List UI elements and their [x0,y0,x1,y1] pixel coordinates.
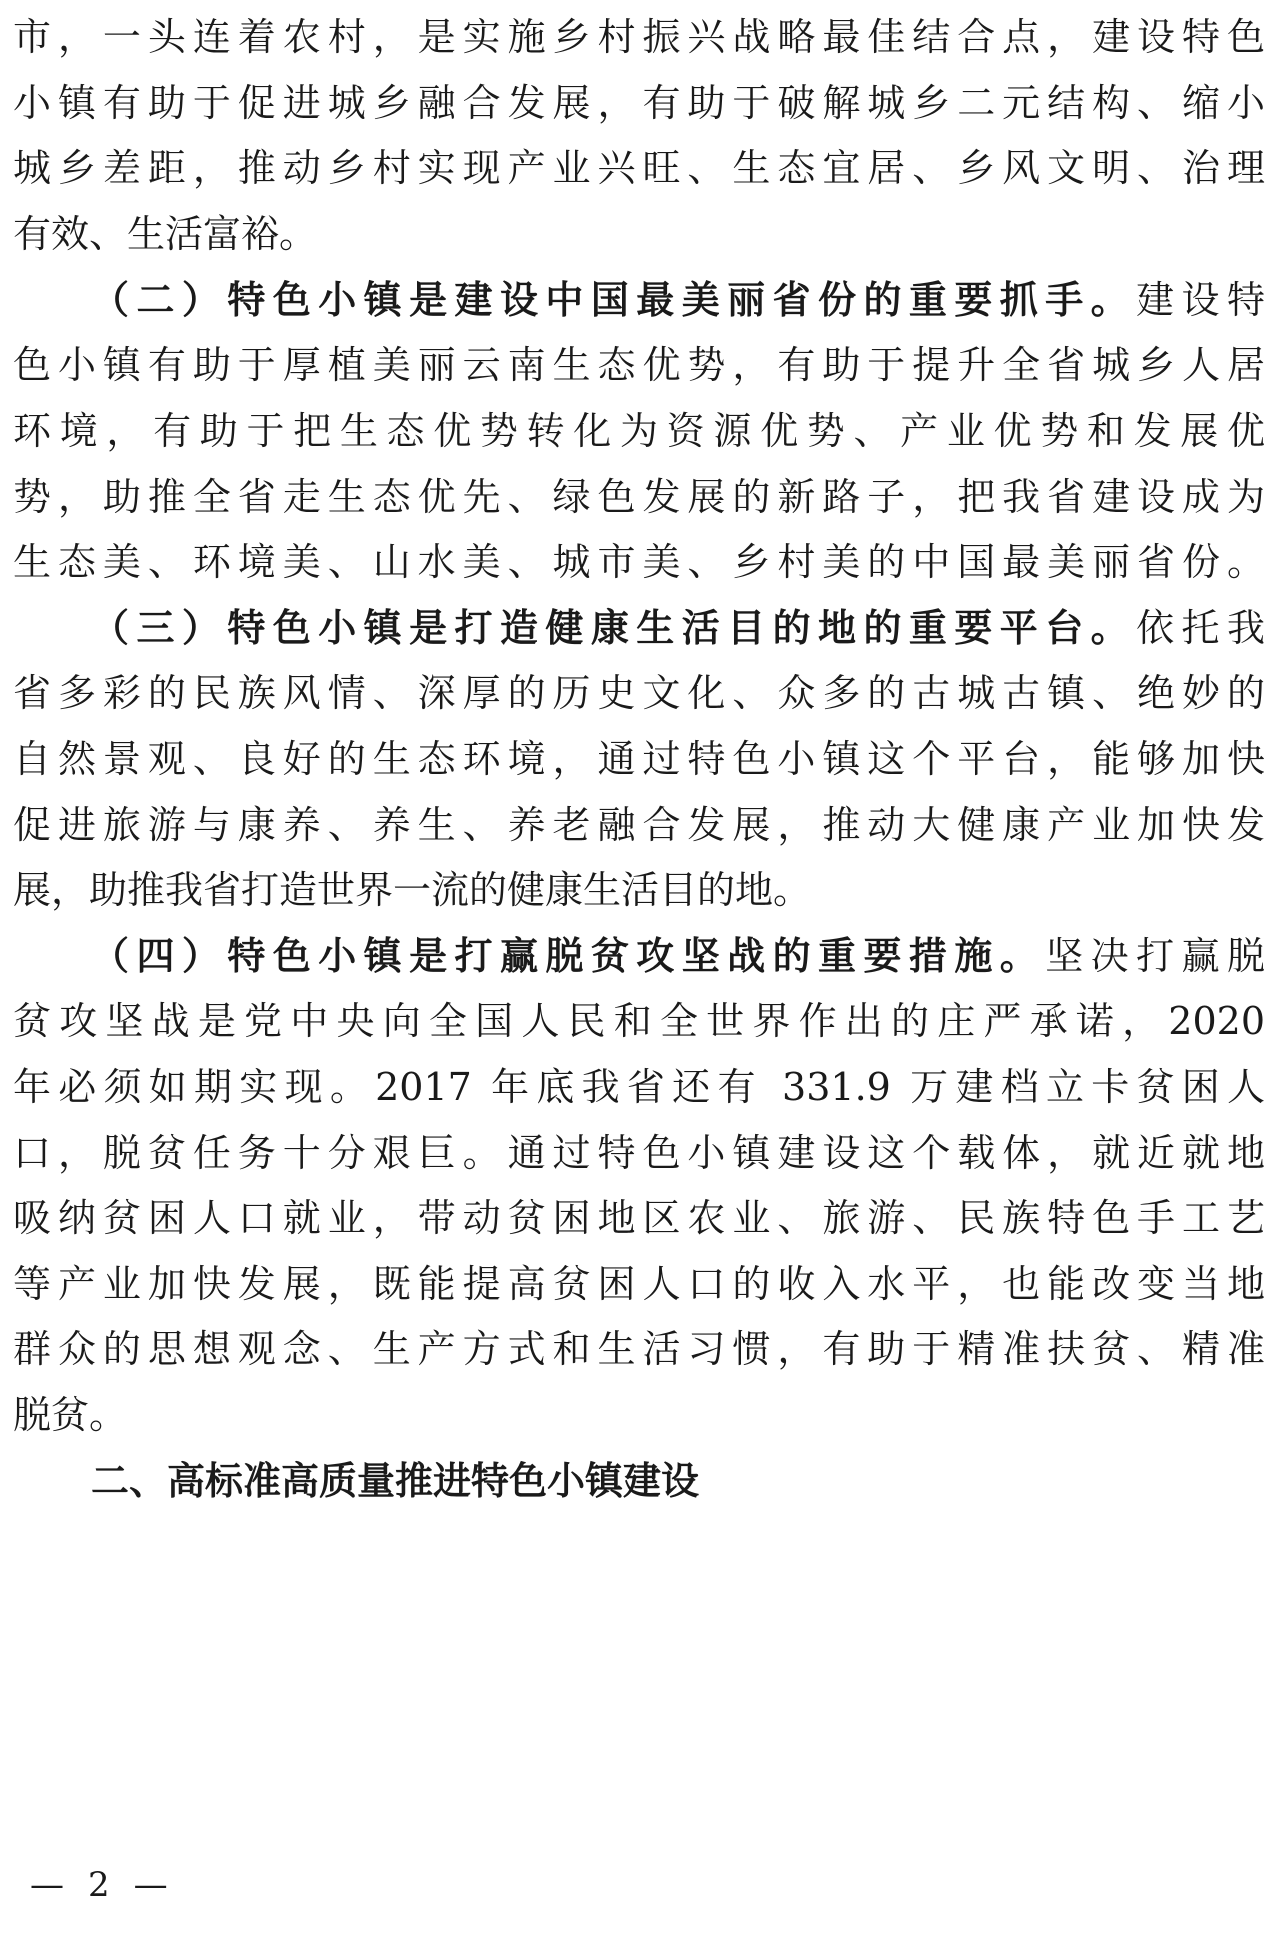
text-line: 城乡差距，推动乡村实现产业兴旺、生态宜居、乡风文明、治理 [13,146,1265,190]
text-line: 市，一头连着农村，是实施乡村振兴战略最佳结合点，建设特色 [13,15,1265,59]
page-footer [30,1860,168,1910]
text-line: 小镇有助于促进城乡融合发展，有助于破解城乡二元结构、缩小 [13,81,1265,125]
text-line: 年必须如期实现。2017 年底我省还有 331.9 万建档立卡贫困人 [13,1065,1265,1109]
paragraph-first-line-rest: 建设特 [1136,278,1265,322]
text-line: 自然景观、良好的生态环境，通过特色小镇这个平台，能够加快 [13,737,1265,781]
paragraph-lead-bold: （三）特色小镇是打造健康生活目的地的重要平台。 [91,606,1137,650]
paragraph-lead-bold: （四）特色小镇是打赢脱贫攻坚战的重要措施。 [91,934,1046,978]
text-line: 展，助推我省打造世界一流的健康生活目的地。 [13,868,812,912]
section-heading: 二、高标准高质量推进特色小镇建设 [91,1459,700,1503]
paragraph-first-line-rest: 坚决打赢脱 [1045,934,1265,978]
paragraph-first-line [13,595,1265,661]
paragraph-first-line [13,923,1265,989]
text-line: 口，脱贫任务十分艰巨。通过特色小镇建设这个载体，就近就地 [13,1131,1265,1175]
text-line: 吸纳贫困人口就业，带动贫困地区农业、旅游、民族特色手工艺 [13,1196,1265,1240]
text-line: 生态美、环境美、山水美、城市美、乡村美的中国最美丽省份。 [13,540,1265,584]
text-line: 色小镇有助于厚植美丽云南生态优势，有助于提升全省城乡人居 [13,343,1265,387]
text-line: 势，助推全省走生态优先、绿色发展的新路子，把我省建设成为 [13,475,1265,519]
paragraph-first-line-rest: 依托我 [1136,606,1265,650]
footer-dash-right: — [133,1865,168,1905]
paragraph-first-line [13,267,1265,333]
text-line: 贫攻坚战是党中央向全国人民和全世界作出的庄严承诺，2020 [13,999,1265,1043]
footer-dash-left: — [30,1865,64,1905]
text-line: 有效、生活富裕。 [13,212,318,256]
paragraph-lead-bold: （二）特色小镇是建设中国最美丽省份的重要抓手。 [91,278,1137,322]
page-number: 2 [88,1865,110,1905]
text-line: 等产业加快发展，既能提高贫困人口的收入水平，也能改变当地 [13,1262,1265,1306]
text-line: 群众的思想观念、生产方式和生活习惯，有助于精准扶贫、精准 [13,1327,1265,1371]
text-line: 环境，有助于把生态优势转化为资源优势、产业优势和发展优 [13,409,1265,453]
text-line: 促进旅游与康养、养生、养老融合发展，推动大健康产业加快发 [13,803,1265,847]
text-line: 脱贫。 [13,1393,128,1437]
text-line: 省多彩的民族风情、深厚的历史文化、众多的古城古镇、绝妙的 [13,671,1265,715]
